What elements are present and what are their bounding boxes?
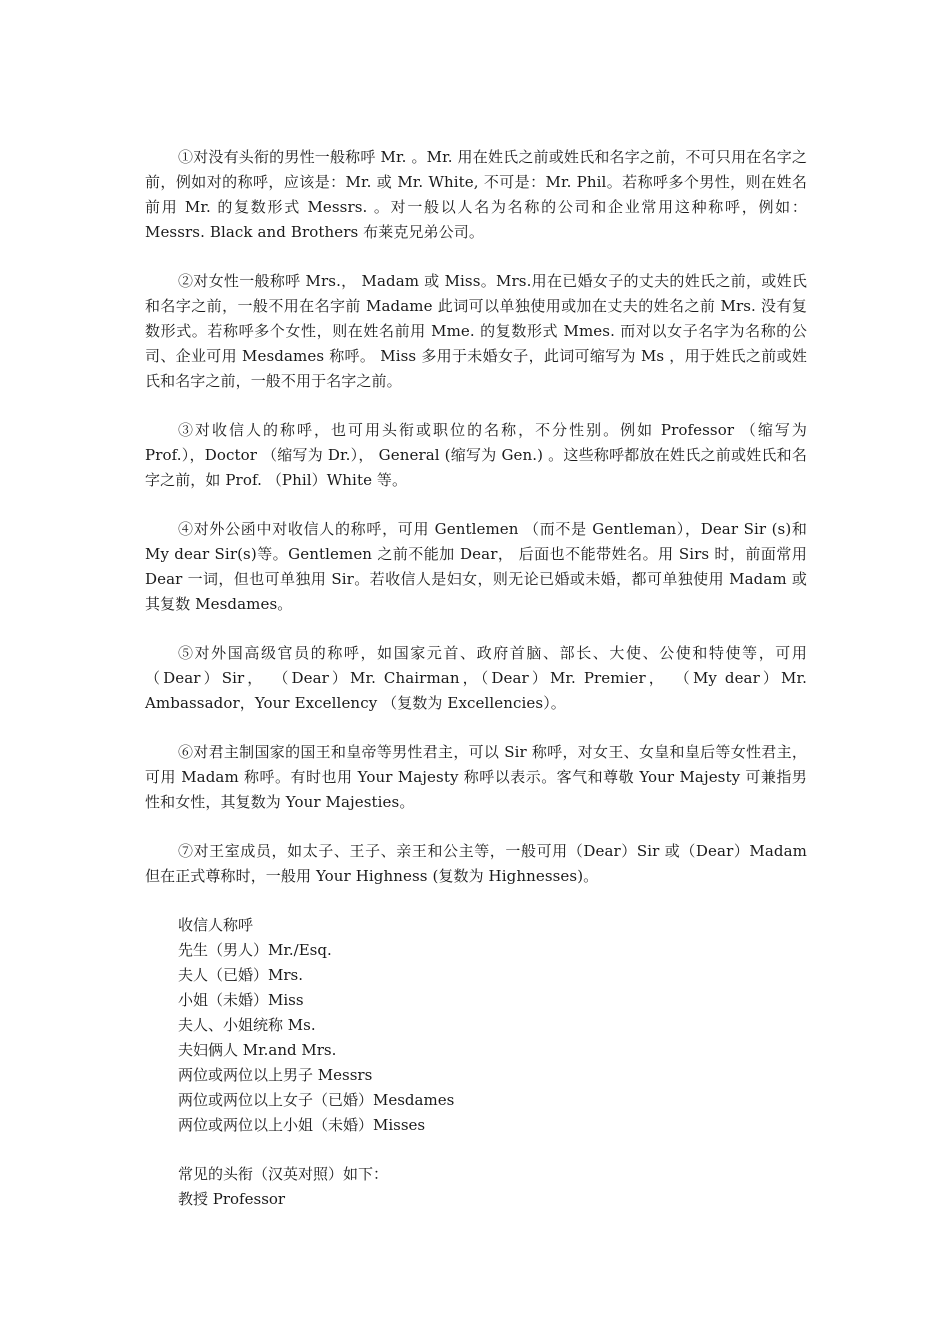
paragraph-1: ①对没有头衔的男性一般称呼 Mr. 。Mr. 用在姓氏之前或姓氏和名字之前，不可只用在名字之前，例如对的称呼，应该是：Mr. 或 Mr. White, 不可是：Mr. Phil。若称呼多个男性，则在姓名前用 Mr. 的复数形式 Messrs. 。对一般以人名为名称的公司和企业常用这种称呼，例如：Messrs. Black and Brothers 布莱克兄弟公司。 [145, 148, 807, 241]
salutation-list-item: 夫人（已婚）Mrs. [178, 966, 303, 984]
salutation-list-item: 先生（男人）Mr./Esq. [178, 941, 332, 959]
salutation-list-item: 小姐（未婚）Miss [178, 991, 304, 1009]
salutation-list-item: 夫人、小姐统称 Ms. [178, 1016, 316, 1034]
salutation-list-item: 两位或两位以上小姐（未婚）Misses [178, 1116, 426, 1134]
salutation-list-item: 两位或两位以上男子 Messrs [178, 1066, 373, 1084]
salutation-list-heading: 收信人称呼 [178, 916, 254, 934]
titles-list [145, 1162, 807, 1212]
salutation-list-item: 两位或两位以上女子（已婚）Mesdames [178, 1091, 455, 1109]
document-page [145, 145, 807, 1236]
paragraph-7: ⑦对王室成员，如太子、王子、亲王和公主等，一般可用（Dear）Sir 或（Dear）Madam 但在正式尊称时，一般用 Your Highness (复数为 Highnesses)。 [145, 842, 807, 885]
paragraph-2: ②对女性一般称呼 Mrs.， Madam 或 Miss。Mrs.用在已婚女子的丈夫的姓氏之前，或姓氏和名字之前，一般不用在名字前 Madame 此词可以单独使用或加在丈夫的姓名之前 Mrs. 没有复数形式。若称呼多个女性，则在姓名前用 Mme. 的复数形式 Mmes. 而对以女子名字为名称的公司、企业可用 Mesdames 称呼。 Miss 多用于未婚女子，此词可缩写为 Ms ，用于姓氏之前或姓氏和名字之前，一般不用于名字之前。 [145, 272, 807, 390]
paragraph-4: ④对外公函中对收信人的称呼，可用 Gentlemen （而不是 Gentleman），Dear Sir (s)和 My dear Sir(s)等。Gentlemen 之前不能加 Dear， 后面也不能带姓名。用 Sirs 时，前面常用 Dear 一词，但也可单独用 Sir。若收信人是妇女，则无论已婚或未婚，都可单独使用 Madam 或其复数 Mesdames。 [145, 520, 807, 613]
salutation-list-item: 夫妇俩人 Mr.and Mrs. [178, 1041, 337, 1059]
paragraph-3: ③对收信人的称呼，也可用头衔或职位的名称，不分性别。例如 Professor （缩写为 Prof.），Doctor （缩写为 Dr.）， General (缩写为 Gen.) 。这些称呼都放在姓氏之前或姓氏和名字之前，如 Prof. （Phil）White 等。 [145, 421, 807, 489]
paragraph-6: ⑥对君主制国家的国王和皇帝等男性君主，可以 Sir 称呼，对女王、女皇和皇后等女性君主，可用 Madam 称呼。有时也用 Your Majesty 称呼以表示。客气和尊敬 Your Majesty 可兼指男性和女性，其复数为 Your Majesties。 [145, 743, 807, 811]
titles-list-item: 教授 Professor [178, 1190, 286, 1208]
titles-list-heading: 常见的头衔（汉英对照）如下： [178, 1165, 389, 1183]
paragraph-5: ⑤对外国高级官员的称呼，如国家元首、政府首脑、部长、大使、公使和特使等，可用（Dear）Sir， （Dear）Mr. Chairman，（Dear）Mr. Premier， （My dear）Mr. Ambassador，Your Excellency （复数为 Excellencies）。 [145, 644, 807, 712]
salutation-list [145, 913, 807, 1138]
